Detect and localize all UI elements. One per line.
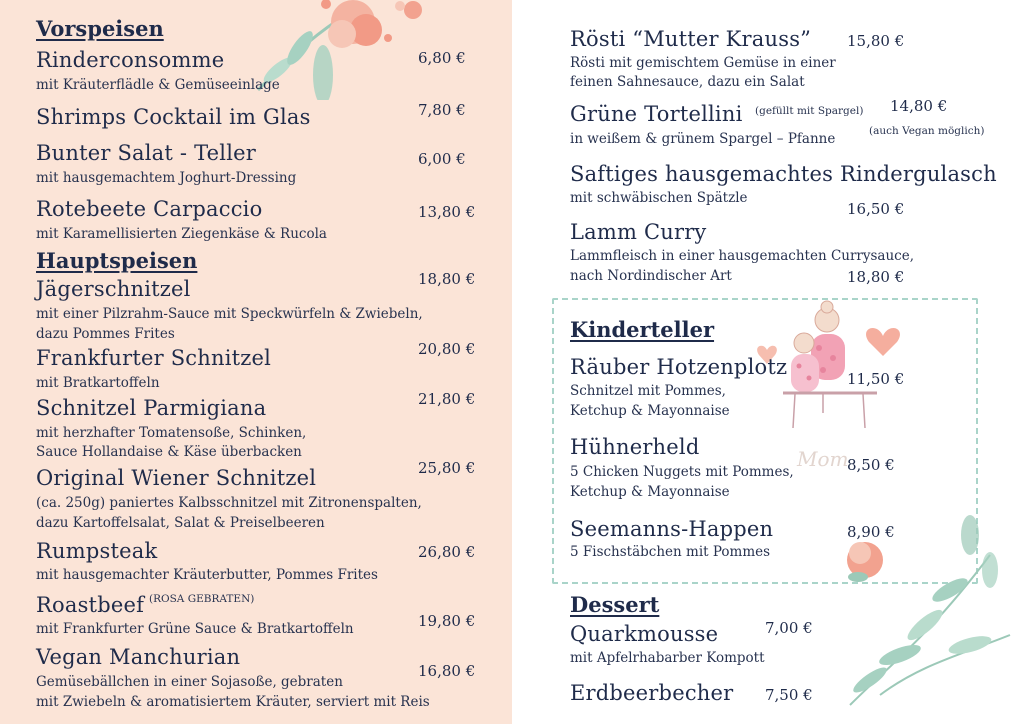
item-price: 26,80 €: [418, 543, 476, 561]
item-desc: mit schwäbischen Spätzle: [570, 190, 748, 206]
item-name: Lamm Curry: [570, 220, 707, 244]
item-desc: (ca. 250g) paniertes Kalbsschnitzel mit Zitronenspalten,: [36, 495, 422, 511]
item-price: 14,80 €: [890, 97, 948, 115]
item-price: 15,80 €: [847, 32, 905, 50]
item-name: Erdbeerbecher: [570, 681, 734, 705]
item-price: 7,00 €: [765, 619, 813, 637]
item-desc: mit hausgemachtem Joghurt-Dressing: [36, 170, 297, 186]
item-price: 25,80 €: [418, 459, 476, 477]
item-price: 21,80 €: [418, 390, 476, 408]
item-name: Vegan Manchurian: [36, 645, 241, 669]
item-desc: Schnitzel mit Pommes,: [570, 383, 726, 399]
item-name: Saftiges hausgemachtes Rindergulasch: [570, 162, 997, 186]
item-name: Hühnerheld: [570, 435, 700, 459]
item-desc: Ketchup & Mayonnaise: [570, 484, 730, 500]
item-desc: feinen Sahnesauce, dazu ein Salat: [570, 74, 805, 90]
item-price: 18,80 €: [847, 268, 905, 286]
item-name: Rotebeete Carpaccio: [36, 197, 263, 221]
item-price: 6,00 €: [418, 150, 466, 168]
item-price: 16,50 €: [847, 200, 905, 218]
item-price: 11,50 €: [847, 370, 905, 388]
item-name: Rumpsteak: [36, 539, 158, 563]
item-note: (gefüllt mit Spargel): [755, 105, 864, 117]
item-name: Frankfurter Schnitzel: [36, 346, 272, 370]
section-title-vorspeisen: Vorspeisen: [36, 16, 164, 41]
flower-bouquet-bottom-right: [820, 515, 1020, 720]
item-desc: mit Kräuterflädle & Gemüseeinlage: [36, 77, 280, 93]
item-desc: mit Apfelrhabarber Kompott: [570, 650, 765, 666]
item-name: Räuber Hotzenplotz: [570, 355, 788, 379]
item-desc: 5 Fischstäbchen mit Pommes: [570, 544, 771, 560]
item-desc: mit Karamellisierten Ziegenkäse & Rucola: [36, 226, 327, 242]
item-desc: Rösti mit gemischtem Gemüse in einer: [570, 55, 836, 71]
item-price: 16,80 €: [418, 662, 476, 680]
item-price: 20,80 €: [418, 340, 476, 358]
item-name: Bunter Salat - Teller: [36, 141, 256, 165]
item-desc: mit einer Pilzrahm-Sauce mit Speckwürfeln & Zwiebeln,: [36, 306, 423, 322]
item-desc: Ketchup & Mayonnaise: [570, 403, 730, 419]
section-title-dessert: Dessert: [570, 592, 660, 617]
item-desc: mit Frankfurter Grüne Sauce & Bratkartoffeln: [36, 621, 354, 637]
section-title-kinderteller: Kinderteller: [570, 317, 715, 342]
item-price: 18,80 €: [418, 270, 476, 288]
item-desc: 5 Chicken Nuggets mit Pommes,: [570, 464, 794, 480]
item-desc: mit hausgemachter Kräuterbutter, Pommes Frites: [36, 567, 378, 583]
item-price: 8,90 €: [847, 523, 895, 541]
item-name: Shrimps Cocktail im Glas: [36, 105, 311, 129]
section-title-hauptspeisen: Hauptspeisen: [36, 248, 198, 273]
item-note: (ROSA GEBRATEN): [149, 593, 255, 605]
item-price: 6,80 €: [418, 49, 466, 67]
item-desc: Lammfleisch in einer hausgemachten Currysauce,: [570, 248, 915, 264]
item-desc: nach Nordindischer Art: [570, 268, 732, 284]
item-name: Rösti “Mutter Krauss”: [570, 27, 812, 51]
item-name: Rinderconsomme: [36, 48, 225, 72]
item-desc: dazu Kartoffelsalat, Salat & Preiselbeeren: [36, 515, 325, 531]
item-desc: mit herzhafter Tomatensoße, Schinken,: [36, 425, 307, 441]
item-name: Jägerschnitzel: [36, 277, 191, 301]
item-name: Schnitzel Parmigiana: [36, 396, 267, 420]
item-desc: mit Zwiebeln & aromatisiertem Kräuter, serviert mit Reis: [36, 694, 430, 710]
item-price: 8,50 €: [847, 456, 895, 474]
item-name: Seemanns-Happen: [570, 517, 774, 541]
item-desc: Gemüsebällchen in einer Sojasoße, gebraten: [36, 674, 343, 690]
item-name: Quarkmousse: [570, 622, 719, 646]
item-name: Roastbeef: [36, 593, 145, 617]
item-price: 7,80 €: [418, 101, 466, 119]
item-price: 19,80 €: [418, 612, 476, 630]
item-name: Grüne Tortellini: [570, 102, 743, 126]
item-note: (auch Vegan möglich): [869, 125, 985, 137]
item-name: Original Wiener Schnitzel: [36, 466, 317, 490]
svg-text:Mom: Mom: [797, 447, 849, 471]
item-price: 13,80 €: [418, 203, 476, 221]
item-desc: in weißem & grünem Spargel – Pfanne: [570, 131, 836, 147]
item-price: 7,50 €: [765, 686, 813, 704]
item-desc: dazu Pommes Frites: [36, 326, 175, 342]
item-desc: Sauce Hollandaise & Käse überbacken: [36, 444, 302, 460]
item-desc: mit Bratkartoffeln: [36, 375, 160, 391]
